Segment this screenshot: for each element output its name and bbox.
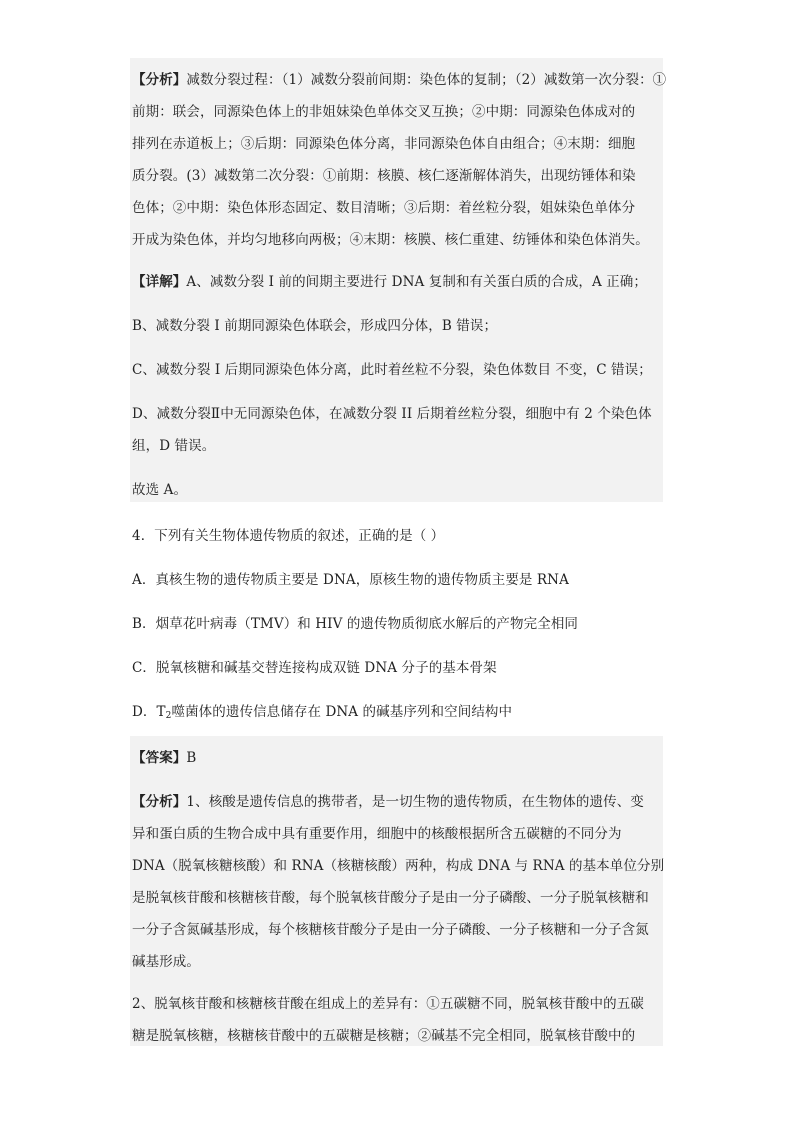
analysis2-para2-line-1: 2、脱氧核苷酸和核糖核苷酸在组成上的差异有：①五碳糖不同，脱氧核苷酸中的五碳 [132, 996, 644, 1012]
analysis2-line-4: 是脱氧核苷酸和核糖核苷酸，每个脱氧核苷酸分子是由一分子磷酸、一分子脱氧核糖和 [132, 890, 649, 906]
analysis2-line-5: 一分子含氮碱基形成，每个核糖核苷酸分子是由一分子磷酸、一分子核糖和一分子含氮 [132, 922, 649, 938]
detail-a: 【详解】A、减数分裂 I 前的间期主要进行 DNA 复制和有关蛋白质的合成，A 正确； [132, 274, 647, 290]
option-a: A．真核生物的遗传物质主要是 DNA，原核生物的遗传物质主要是 RNA [132, 572, 569, 588]
detail-tag: 【详解】 [132, 274, 187, 290]
option-b: B．烟草花叶病毒（TMV）和 HIV 的遗传物质彻底水解后的产物完全相同 [132, 616, 579, 632]
detail-d-line-1: D、减数分裂Ⅱ中无同源染色体，在减数分裂 II 后期着丝粒分裂，细胞中有 2 个染色体 [132, 406, 652, 422]
analysis2-line-3: DNA（脱氧核糖核酸）和 RNA（核糖核酸）两种，构成 DNA 与 RNA 的基本单位分别 [132, 858, 665, 874]
detail-b: B、减数分裂 I 前期同源染色体联会，形成四分体，B 错误； [132, 318, 498, 334]
analysis2-para2-line-2: 糖是脱氧核糖，核糖核苷酸中的五碳糖是核糖；②碱基不完全相同，脱氧核苷酸中的 [132, 1028, 636, 1044]
analysis2-tag: 【分析】 [132, 794, 187, 810]
analysis-line-2: 前期：联会，同源染色体上的非姐妹染色单体交叉互换；②中期：同源染色体成对的 [132, 104, 636, 120]
detail-d-line-2: 组，D 错误。 [132, 438, 216, 454]
answer-line [132, 746, 660, 766]
analysis-line-6: 开成为染色体，并均匀地移向两极；④末期：核膜、核仁重建、纺锤体和染色体消失。 [132, 232, 649, 248]
conclusion: 故选 A。 [132, 482, 188, 498]
answer-tag: 【答案】 [132, 750, 187, 766]
option-c: C．脱氧核糖和碱基交替连接构成双链 DNA 分子的基本骨架 [132, 660, 497, 676]
analysis-line-5: 色体；②中期：染色体形态固定、数目清晰；③后期：着丝粒分裂，姐妹染色单体分 [132, 200, 636, 216]
analysis-line-3: 排列在赤道板上；③后期：同源染色体分离，非同源染色体自由组合；④末期：细胞 [132, 136, 636, 152]
detail-c: C、减数分裂 I 后期同源染色体分离，此时着丝粒不分裂，染色体数目 不变，C 错误； [132, 362, 652, 378]
analysis2-line-6: 碱基形成。 [132, 954, 200, 970]
analysis-tag: 【分析】 [132, 72, 187, 88]
question-stem: 4．下列有关生物体遗传物质的叙述，正确的是（ ） [132, 528, 445, 544]
analysis2-line-1: 【分析】1、核酸是遗传信息的携带者，是一切生物的遗传物质，在生物体的遗传、变 [132, 794, 644, 810]
answer-value: B [186, 750, 197, 766]
option-d: D．$T_2$噬菌体的遗传信息储存在 DNA 的碱基序列和空间结构中 [132, 704, 513, 721]
analysis-line-1: 【分析】减数分裂过程：（1）减数分裂前间期：染色体的复制；（2）减数第一次分裂：① [132, 72, 667, 88]
analysis2-line-2: 异和蛋白质的生物合成中具有重要作用，细胞中的核酸根据所含五碳糖的不同分为 [132, 826, 622, 842]
analysis-line-4: 质分裂。(3）减数第二次分裂：①前期：核膜、核仁逐渐解体消失，出现纺锤体和染 [132, 168, 636, 184]
